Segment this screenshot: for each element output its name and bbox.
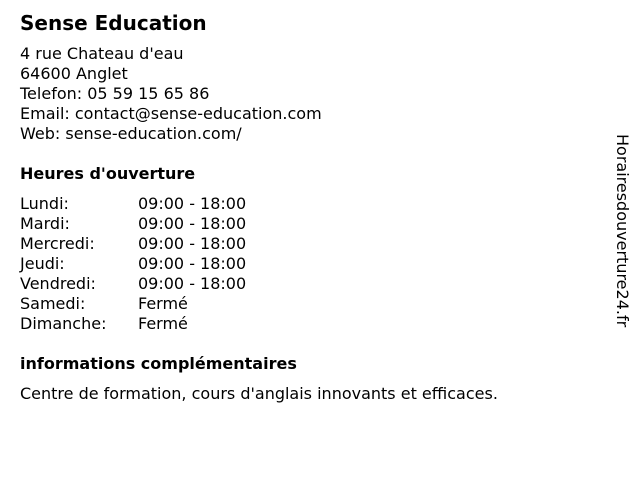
hours-day: Samedi: [20, 294, 86, 313]
hours-row-jeudi [20, 254, 320, 274]
opening-hours-table [20, 194, 320, 334]
hours-day: Mercredi: [20, 234, 95, 253]
hours-time: 09:00 - 18:00 [138, 254, 247, 273]
business-contact [20, 44, 322, 144]
hours-row-mercredi [20, 234, 320, 254]
address-street: 4 rue Chateau d'eau [20, 44, 184, 63]
site-watermark: Horairesdouverture24.fr [613, 134, 632, 328]
hours-day: Jeudi: [20, 254, 65, 273]
hours-row-vendredi [20, 274, 320, 294]
hours-time: 09:00 - 18:00 [138, 214, 247, 233]
additional-info-text: Centre de formation, cours d'anglais innovants et efficaces. [20, 384, 498, 403]
email-address: Email: contact@sense-education.com [20, 104, 322, 123]
hours-row-mardi [20, 214, 320, 234]
hours-day: Lundi: [20, 194, 69, 213]
hours-time: 09:00 - 18:00 [138, 194, 247, 213]
phone-number: Telefon: 05 59 15 65 86 [20, 84, 210, 103]
hours-row-samedi [20, 294, 320, 314]
hours-day: Mardi: [20, 214, 70, 233]
hours-day: Dimanche: [20, 314, 107, 333]
hours-day: Vendredi: [20, 274, 96, 293]
website: Web: sense-education.com/ [20, 124, 242, 143]
hours-time: Fermé [138, 294, 188, 313]
address-city: 64600 Anglet [20, 64, 128, 83]
business-name: Sense Education [20, 11, 207, 35]
opening-hours-heading: Heures d'ouverture [20, 164, 196, 183]
hours-time: 09:00 - 18:00 [138, 274, 247, 293]
hours-time: 09:00 - 18:00 [138, 234, 247, 253]
hours-time: Fermé [138, 314, 188, 333]
hours-row-dimanche [20, 314, 320, 334]
additional-info-heading: informations complémentaires [20, 354, 297, 373]
hours-row-lundi [20, 194, 320, 214]
